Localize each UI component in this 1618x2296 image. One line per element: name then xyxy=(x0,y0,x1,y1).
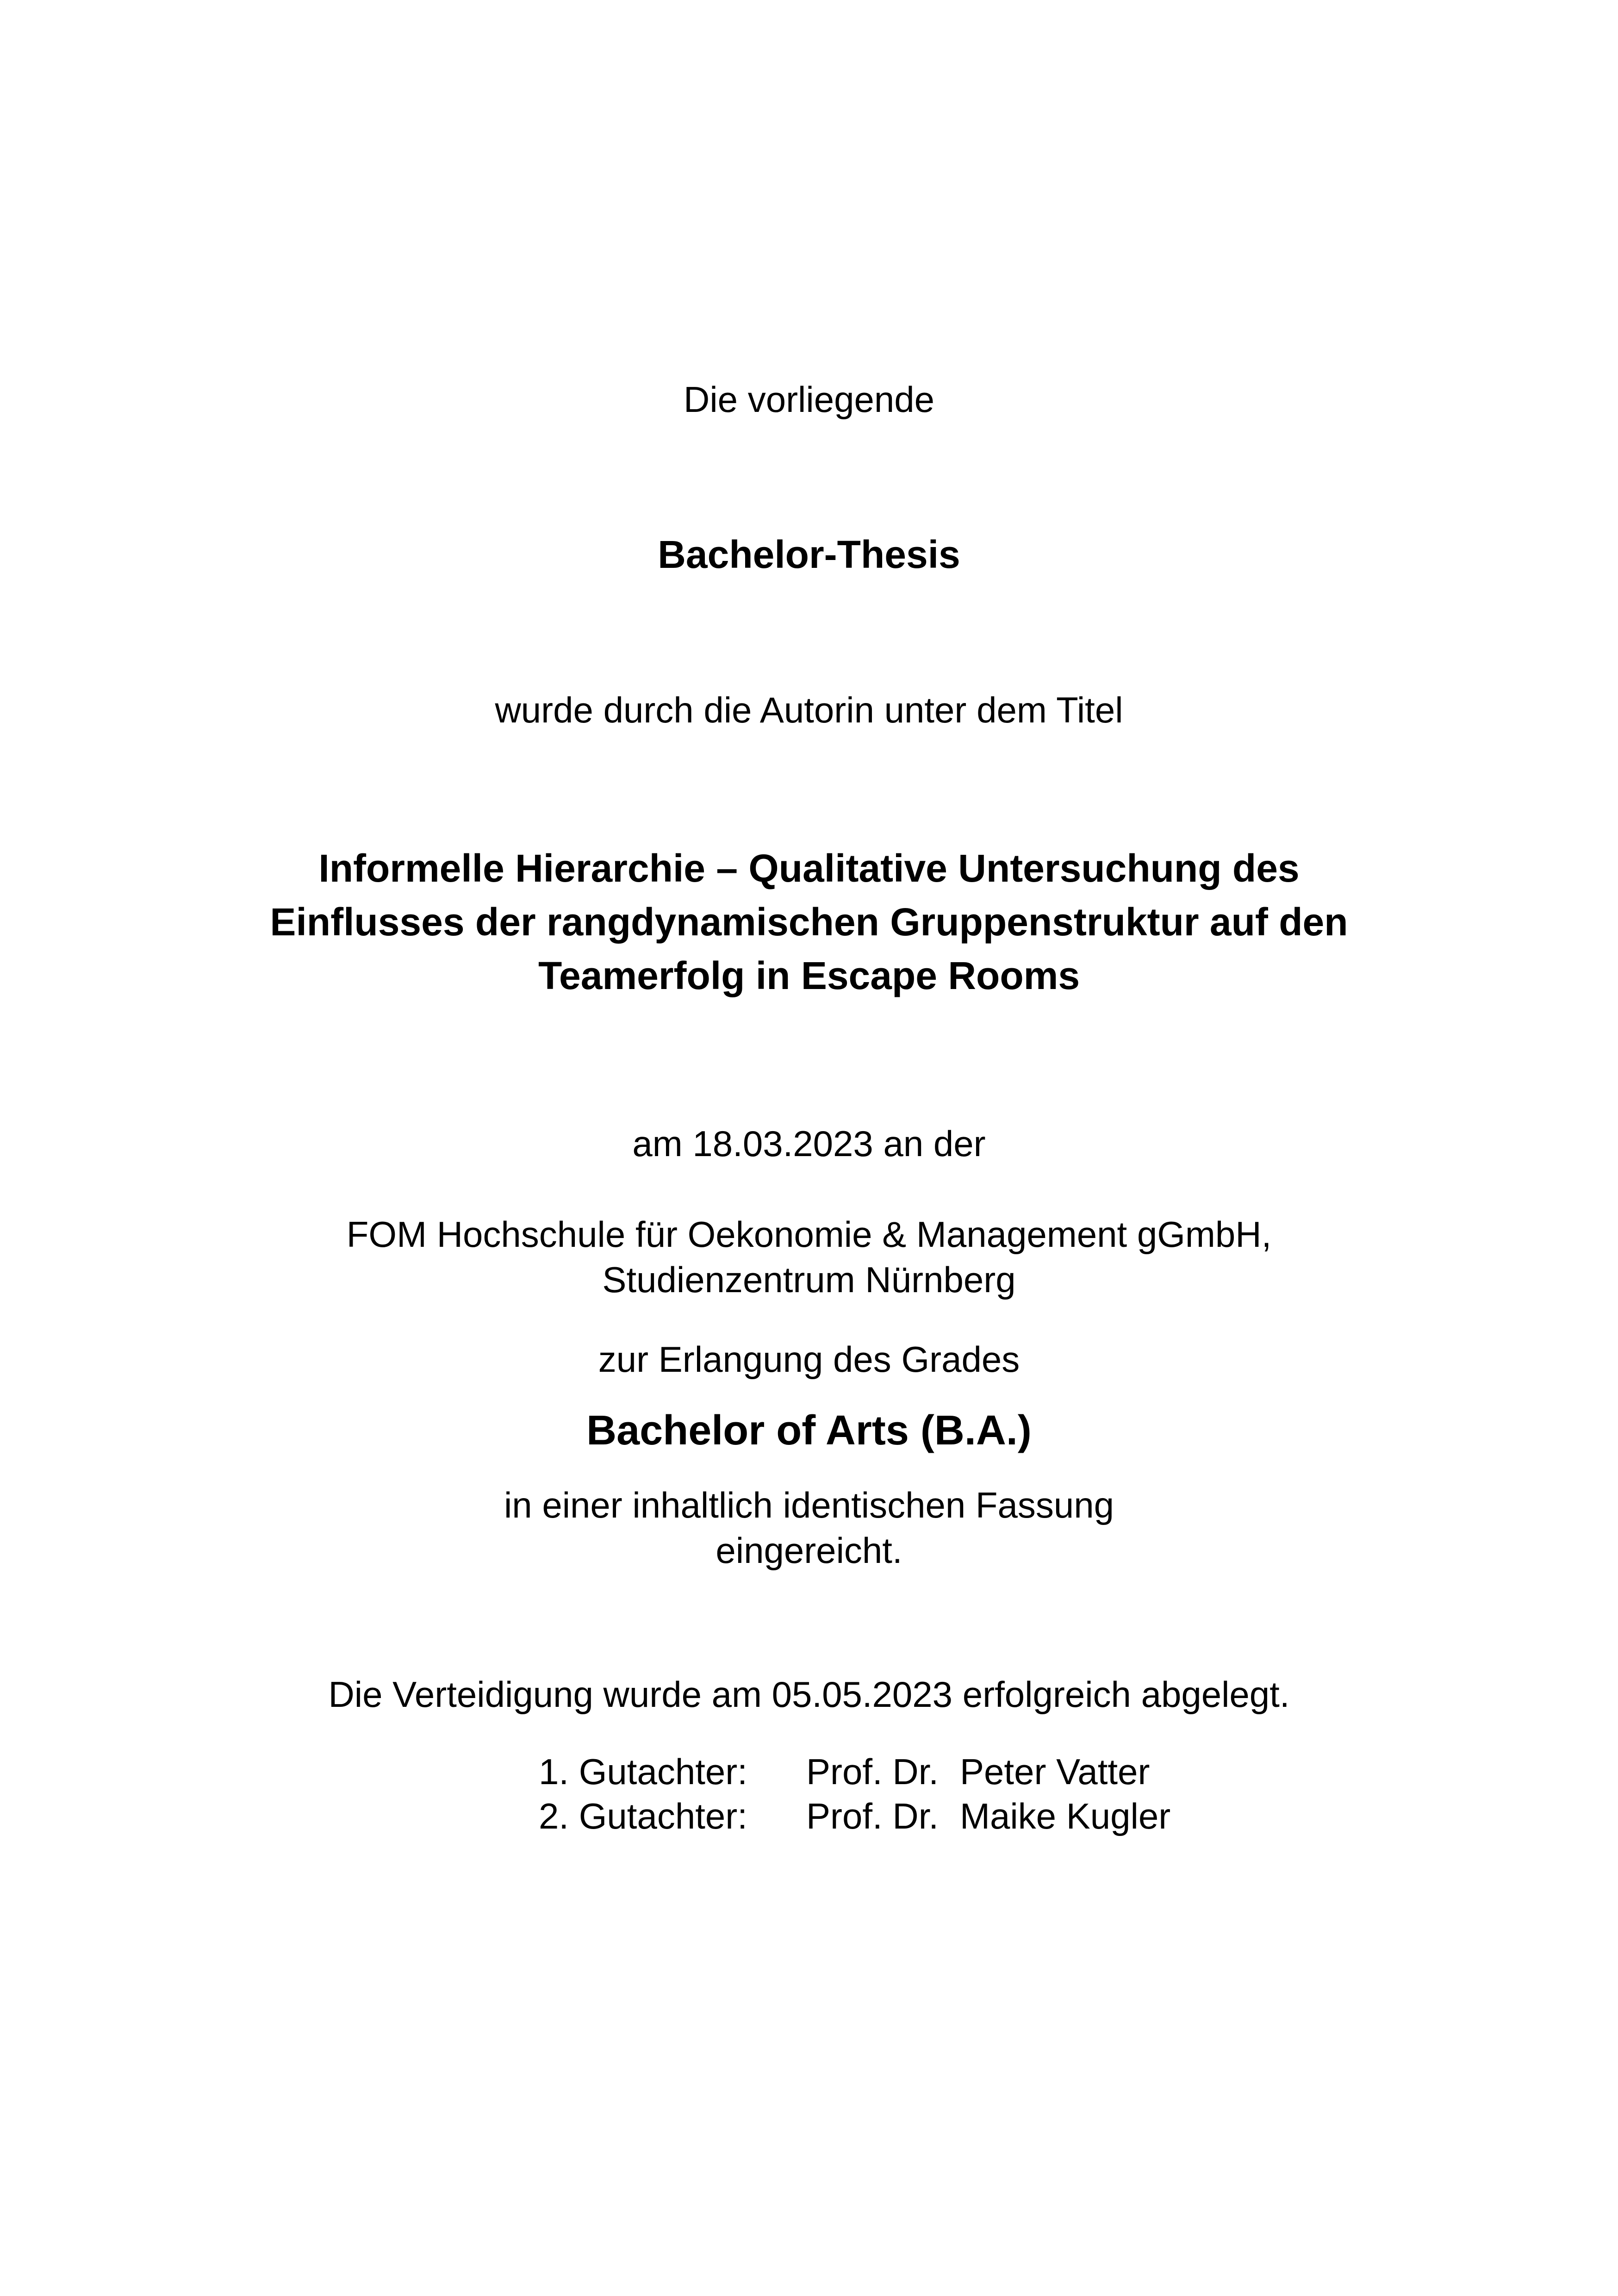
defense-text: Die Verteidigung wurde am 05.05.2023 erfolgreich abgelegt. xyxy=(328,1674,1290,1715)
reviewer-title: Prof. Dr. xyxy=(806,1796,939,1836)
thesis-title-line: Informelle Hierarchie – Qualitative Untersuchung des xyxy=(318,846,1300,890)
thesis-title-line: Teamerfolg in Escape Rooms xyxy=(538,954,1080,997)
title-intro-text: wurde durch die Autorin unter dem Titel xyxy=(495,690,1123,730)
thesis-title-line: Einflusses der rangdynamischen Gruppenstruktur auf den xyxy=(270,900,1348,944)
reviewer-title: Prof. Dr. xyxy=(806,1751,939,1792)
document-type: Bachelor-Thesis xyxy=(658,533,960,576)
institution-campus: Studienzentrum Nürnberg xyxy=(602,1259,1016,1300)
reviewer-name: Maike Kugler xyxy=(960,1796,1171,1836)
reviewer-name: Peter Vatter xyxy=(960,1751,1150,1792)
intro-text: Die vorliegende xyxy=(683,379,934,420)
reviewer-role: 1. Gutachter: xyxy=(539,1751,747,1792)
reviewer-role: 2. Gutachter: xyxy=(539,1796,747,1836)
submission-text: in einer inhaltlich identischen Fassung xyxy=(504,1485,1114,1525)
degree-name: Bachelor of Arts (B.A.) xyxy=(586,1407,1032,1454)
institution-name: FOM Hochschule für Oekonomie & Management gGmbH, xyxy=(346,1214,1272,1255)
submission-date-text: am 18.03.2023 an der xyxy=(632,1123,986,1164)
submission-text: eingereicht. xyxy=(716,1530,902,1571)
thesis-title xyxy=(0,841,1618,1002)
degree-intro-text: zur Erlangung des Grades xyxy=(598,1339,1020,1380)
